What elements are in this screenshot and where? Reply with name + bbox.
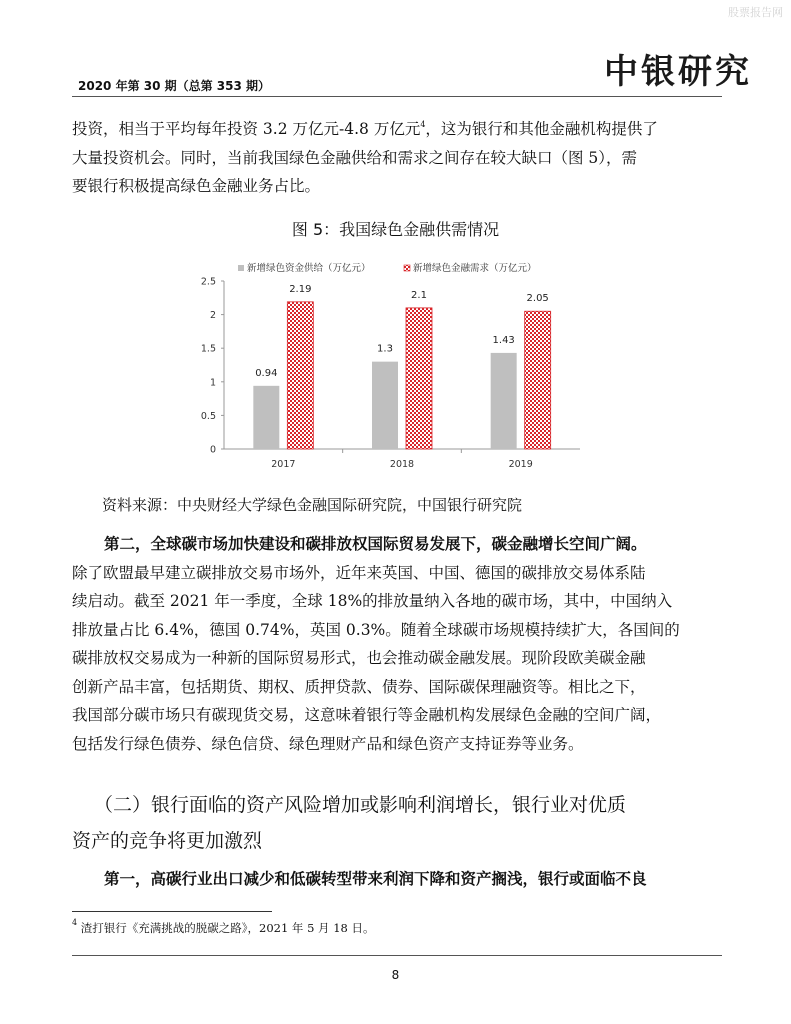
- x-tick-label: 2019: [508, 459, 533, 470]
- intro-line-3: 要银行积极提高绿色金融业务占比。: [72, 177, 321, 195]
- y-tick-label: 1.5: [200, 343, 216, 355]
- intro-line-1-text: 投资，相当于平均每年投资 3.2 万亿元-4.8 万亿元: [72, 120, 421, 138]
- figure-title: 图 5：我国绿色金融供需情况: [291, 220, 500, 239]
- bar-demand: [406, 308, 432, 449]
- section2-line: 除了欧盟最早建立碳排放交易市场外，近年来英国、中国、德国的碳排放交易体系陆: [72, 563, 646, 582]
- header-divider: [72, 96, 722, 97]
- y-tick-label: 0: [209, 444, 216, 456]
- footnote-ref[interactable]: 4: [420, 120, 426, 129]
- bar-value-label: 0.94: [255, 367, 278, 379]
- brand-logo: 中银研究: [604, 52, 752, 92]
- bar-value-label: 2.1: [411, 289, 427, 301]
- issue-label: 2020 年第 30 期（总第 353 期）: [78, 79, 271, 93]
- legend-label-supply: 新增绿色资金供给（万亿元）: [247, 263, 371, 274]
- intro-paragraph: [72, 111, 728, 201]
- legend-swatch-demand: [404, 265, 410, 271]
- para3-lead: 第一，高碳行业出口减少和低碳转型带来利润下降和资产搁浅，银行或面临不良: [104, 870, 647, 888]
- bar-value-label: 2.05: [526, 293, 549, 305]
- section-heading-line-1: （二）银行面临的资产风险增加或影响利润增长，银行业对优质: [94, 794, 627, 816]
- footnote-text: 渣打银行《充满挑战的脱碳之路》，2021 年 5 月 18 日。: [80, 921, 375, 935]
- section2-line: 续启动。截至 2021 年一季度，全球 18%的排放量纳入各地的碳市场，其中，中国纳入: [72, 592, 673, 610]
- y-tick-label: 0.5: [200, 410, 216, 422]
- section2-line: 碳排放权交易成为一种新的国际贸易形式，也会推动碳金融发展。现阶段欧美碳金融: [72, 649, 646, 667]
- footnote-divider: [72, 911, 272, 912]
- intro-line-1: [72, 111, 728, 144]
- section2-line: 包括发行绿色债券、绿色信贷、绿色理财产品和绿色资产支持证券等业务。: [72, 734, 584, 753]
- x-tick-label: 2018: [389, 459, 415, 470]
- x-tick-label: 2017: [271, 459, 296, 470]
- section2-paragraph: [72, 530, 728, 758]
- figure-source: 资料来源：中央财经大学绿色金融国际研究院，中国银行研究院: [102, 496, 523, 514]
- footer-divider: [72, 955, 722, 956]
- y-tick-label: 1: [209, 377, 216, 389]
- legend-label-demand: 新增绿色金融需求（万亿元）: [413, 263, 537, 274]
- bar-demand: [525, 311, 551, 449]
- legend-swatch-supply: [238, 265, 244, 271]
- section-heading: [72, 787, 744, 859]
- bar-value-label: 1.43: [492, 334, 515, 346]
- bar-supply: [491, 353, 517, 449]
- footnote: [72, 918, 375, 936]
- section2-line: 我国部分碳市场只有碳现货交易，这意味着银行等金融机构发展绿色金融的空间广阔，: [72, 706, 662, 724]
- footnote-mark: 4: [72, 918, 78, 927]
- y-tick-label: 2.5: [200, 276, 216, 288]
- page-number: 8: [391, 968, 400, 982]
- section2-line: 创新产品丰富，包括期货、期权、质押贷款、债券、国际碳保理融资等。相比之下，: [72, 677, 646, 696]
- bar-chart: [190, 256, 590, 476]
- bar-supply: [372, 362, 398, 449]
- section2-line: 排放量占比 6.4%，德国 0.74%，英国 0.3%。随着全球碳市场规模持续扩大，各国间的: [72, 620, 680, 639]
- section-heading-line-2: 资产的竞争将更加激烈: [72, 830, 263, 852]
- bar-value-label: 1.3: [377, 343, 393, 355]
- section2-lead: 第二，全球碳市场加快建设和碳排放权国际贸易发展下，碳金融增长空间广阔。: [104, 535, 647, 553]
- intro-line-2: 大量投资机会。同时，当前我国绿色金融供给和需求之间存在较大缺口（图 5），需: [72, 148, 638, 167]
- intro-line-1-tail: ，这为银行和其他金融机构提供了: [425, 120, 658, 138]
- watermark-text: 股票报告网: [728, 6, 783, 19]
- bar-value-label: 2.19: [289, 283, 312, 295]
- y-tick-label: 2: [209, 310, 216, 322]
- bar-supply: [253, 386, 279, 449]
- bar-demand: [287, 302, 313, 449]
